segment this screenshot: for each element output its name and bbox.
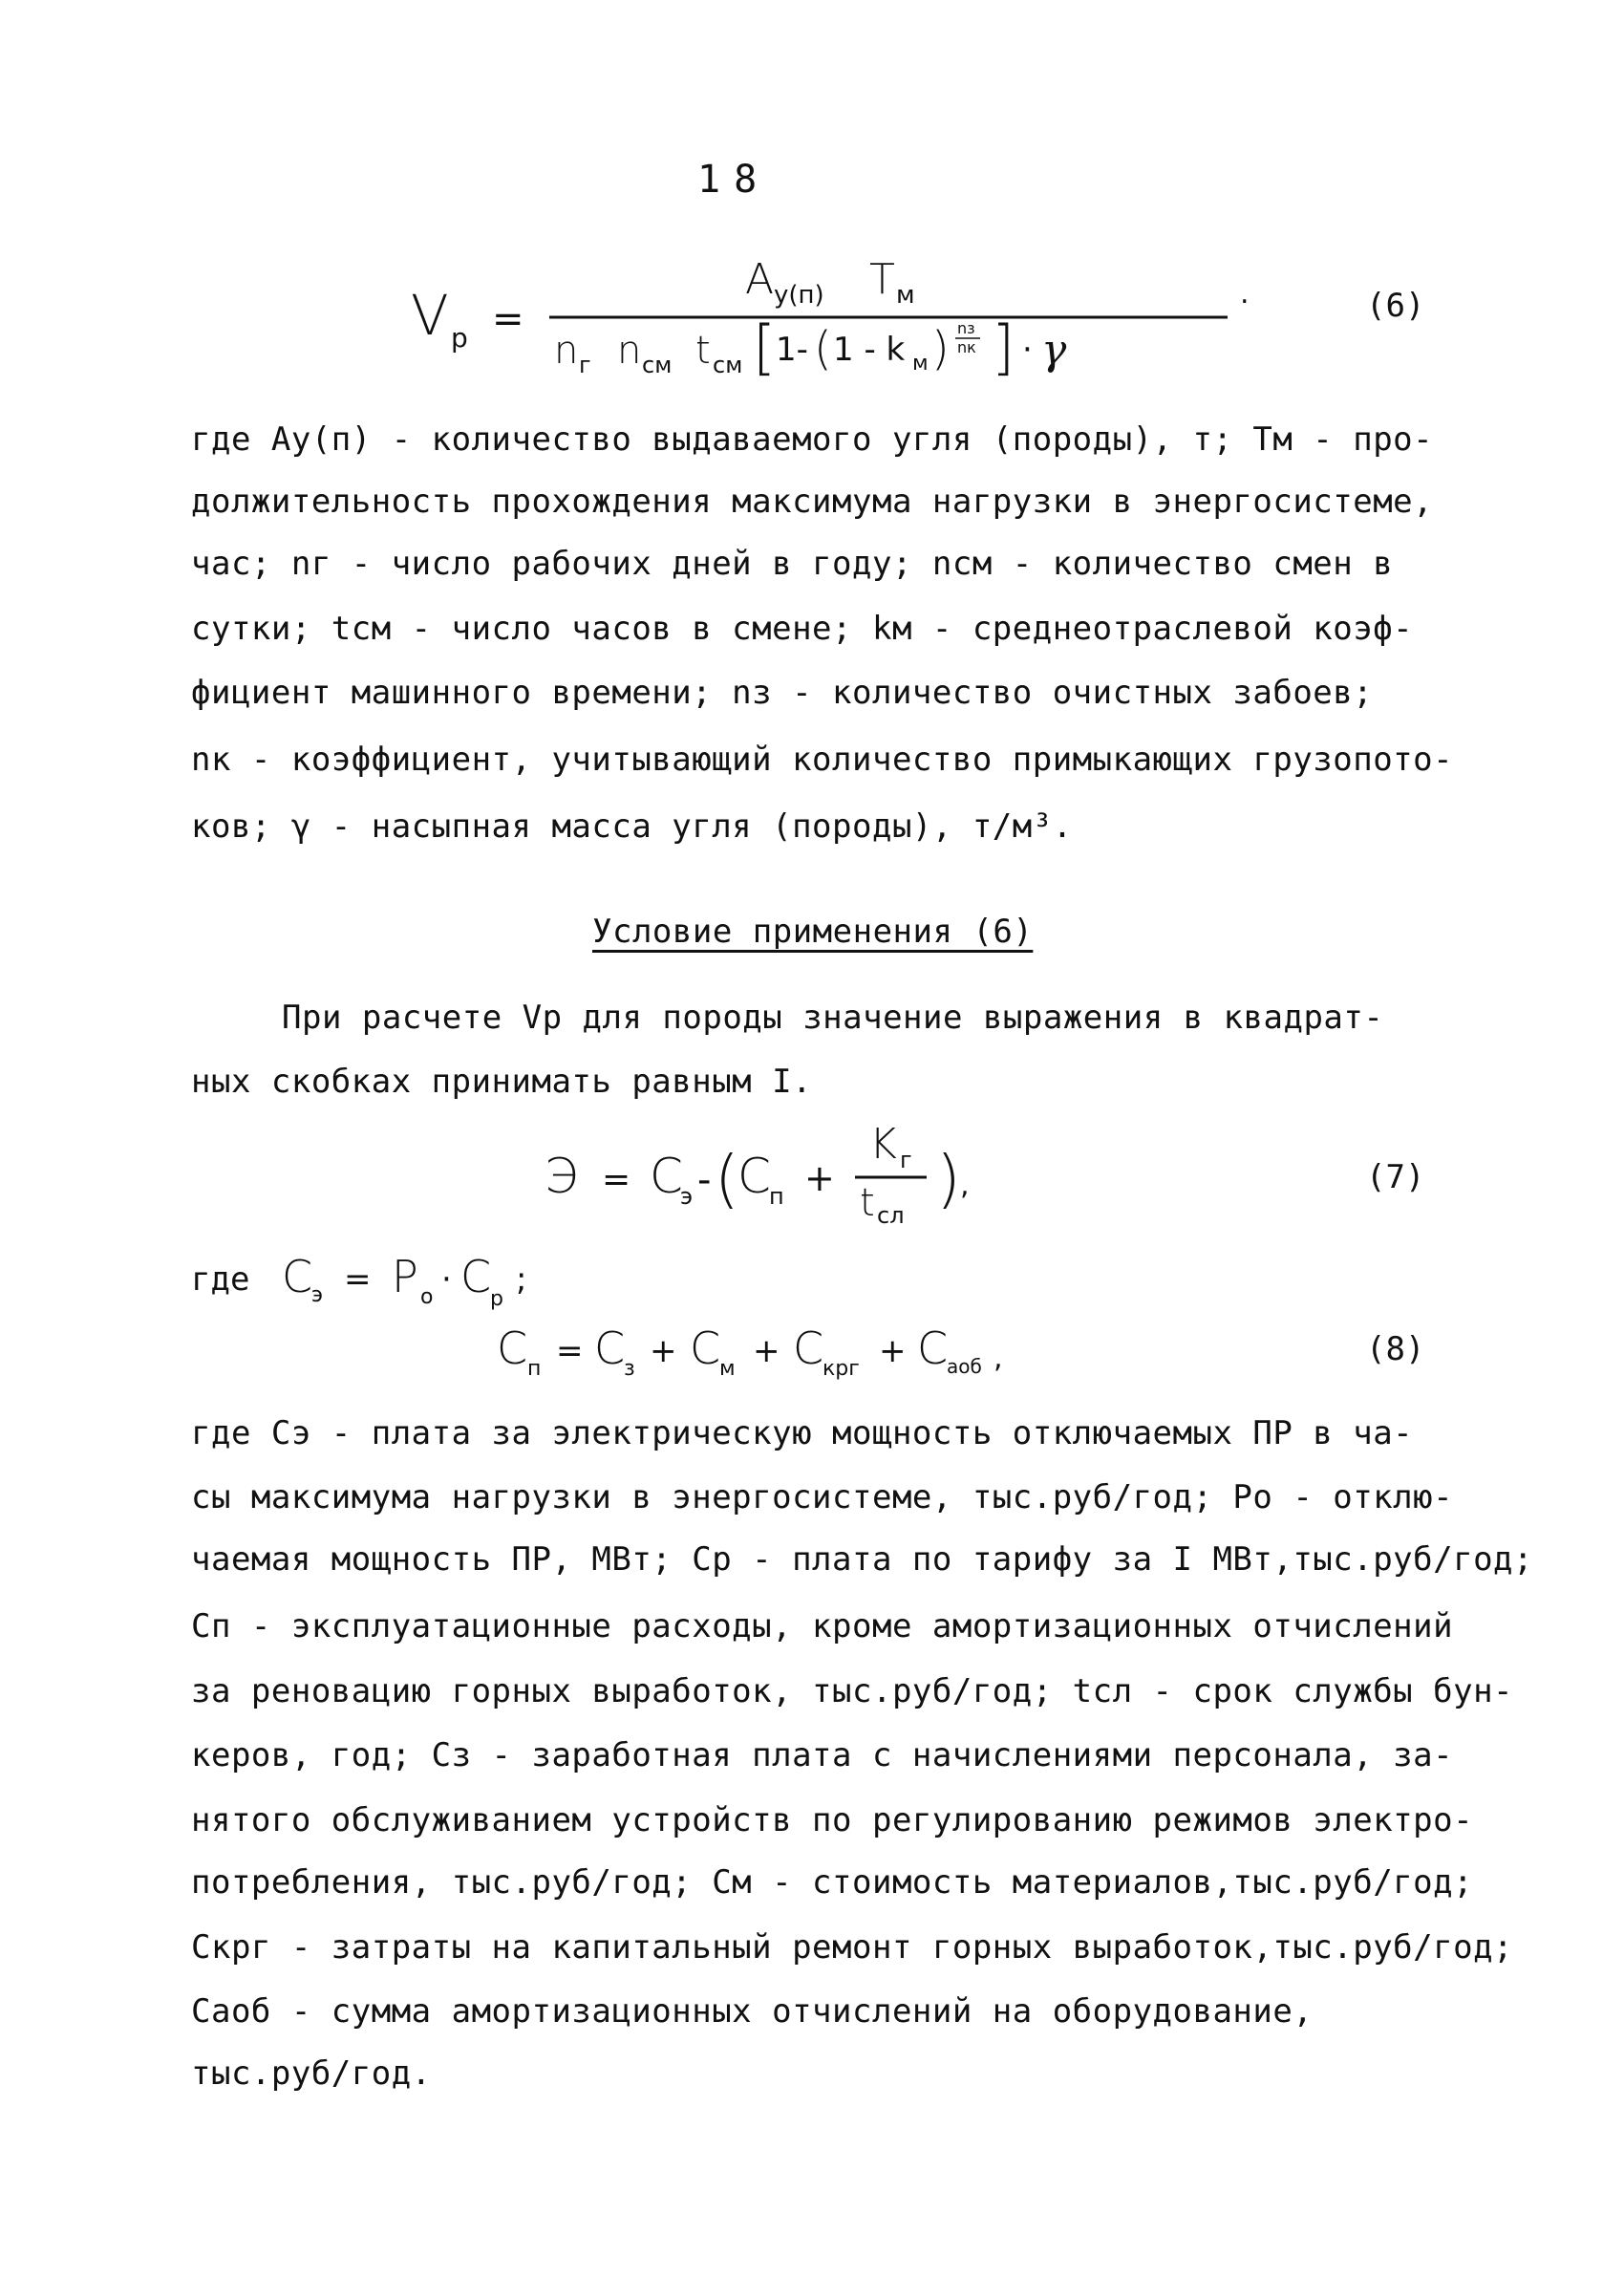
svg-text:-: -	[697, 1158, 712, 1202]
svg-text:K: K	[869, 1120, 897, 1169]
svg-text:п: п	[769, 1183, 784, 1210]
svg-text:C: C	[737, 1149, 771, 1204]
svg-text:]: ]	[992, 312, 1015, 382]
eq6-lhs	[0, 0, 1, 1]
svg-text:м: м	[912, 352, 929, 376]
svg-text:C: C	[690, 1322, 721, 1374]
equation-8-number: (8)	[1366, 1330, 1425, 1368]
svg-text:м: м	[896, 281, 915, 310]
text-line: где Ay(п) - количество выдаваемого угля (породы), т; Tм - про-	[191, 420, 1434, 459]
svg-text:P: P	[392, 1251, 418, 1302]
svg-text:): )	[931, 322, 950, 376]
svg-text:р: р	[451, 322, 468, 354]
equation-8a-graphic	[191, 1242, 669, 1319]
text-line: должительность прохождения максимума нагрузки в энергосистеме,	[191, 483, 1434, 521]
svg-text:nк: nк	[957, 338, 976, 356]
svg-text:C: C	[917, 1322, 949, 1374]
svg-text:п: п	[527, 1357, 542, 1381]
svg-text:где: где	[191, 1260, 250, 1299]
equation-8b-graphic	[487, 1314, 1175, 1390]
text-line: где Cэ - плата за электрическую мощность отключаемых ПР в ча-	[191, 1414, 1414, 1452]
svg-text:о: о	[420, 1285, 434, 1309]
svg-text:·: ·	[1022, 331, 1033, 369]
svg-text:+: +	[804, 1157, 835, 1199]
svg-text:,: ,	[960, 1169, 970, 1202]
svg-text:;: ;	[516, 1260, 527, 1299]
svg-text:(: (	[814, 322, 832, 376]
text-line: nк - коэффициент, учитывающий количество примыкающих грузопото-	[191, 741, 1454, 779]
svg-text:.: .	[1240, 277, 1250, 311]
svg-text:γ: γ	[1041, 326, 1067, 375]
svg-text:аоб: аоб	[947, 1355, 982, 1378]
svg-text:э: э	[311, 1283, 324, 1307]
svg-text:+: +	[879, 1332, 907, 1370]
equation-7-graphic	[535, 1108, 1108, 1233]
equation-7-number: (7)	[1366, 1158, 1425, 1196]
text-line: керов, год; Cз - заработная плата с начислениями персонала, за-	[191, 1736, 1454, 1774]
svg-text:C: C	[650, 1149, 683, 1204]
text-line: Cкрг - затраты на капитальный ремонт горных выработок,тыс.руб/год;	[191, 1928, 1514, 1967]
svg-text:n: n	[617, 329, 642, 373]
svg-text:=: =	[344, 1260, 372, 1299]
svg-text:t: t	[695, 329, 711, 373]
equation-6-graphic	[392, 244, 1251, 397]
svg-text:у(п): у(п)	[774, 281, 824, 310]
text-line: за реновацию горных выработок, тыс.руб/год; tсл - срок службы бун-	[191, 1672, 1514, 1710]
text-line: тыс.руб/год.	[191, 2054, 432, 2093]
equation-text-bindings	[0, 0, 1, 1]
svg-text:C: C	[497, 1322, 528, 1374]
text-line: чаемая мощность ПР, МВт; Cр - плата по тарифу за I МВт,тыс.руб/год;	[191, 1540, 1533, 1579]
svg-text:T: T	[869, 255, 895, 304]
svg-text:1-: 1-	[776, 331, 808, 369]
text-line: При расчете Vр для породы значение выражения в квадрат-	[282, 999, 1384, 1037]
svg-text:+: +	[753, 1332, 780, 1370]
text-line: ных скобках принимать равным I.	[191, 1063, 813, 1101]
svg-text:г: г	[900, 1147, 912, 1173]
svg-text:n: n	[554, 329, 579, 373]
text-line: ков; γ - насыпная масса угля (породы), т/м³.	[191, 807, 1073, 846]
svg-text:(: (	[715, 1142, 739, 1215]
svg-text:крг: крг	[823, 1357, 860, 1381]
svg-text:=: =	[492, 297, 524, 341]
svg-text:Э: Э	[545, 1149, 578, 1204]
svg-text:[: [	[753, 312, 777, 382]
svg-text:C: C	[793, 1322, 824, 1374]
svg-text:з: з	[624, 1357, 635, 1381]
svg-text:э: э	[680, 1183, 694, 1210]
text-line: Cаоб - сумма амортизационных отчислений на оборудование,	[191, 1992, 1314, 2031]
page-number: 18	[697, 158, 771, 202]
svg-text:C: C	[594, 1322, 626, 1374]
text-line: сы максимума нагрузки в энергосистеме, тыс.руб/год; Pо - отклю-	[191, 1478, 1454, 1516]
section-heading: Условие применения (6)	[592, 913, 1034, 951]
svg-text:V: V	[411, 283, 449, 348]
svg-text:+: +	[650, 1332, 677, 1370]
svg-text:,: ,	[994, 1342, 1003, 1375]
svg-text:=: =	[556, 1332, 584, 1370]
svg-text:см: см	[713, 352, 743, 378]
text-line: сутки; tсм - число часов в смене; kм - среднеотраслевой коэф-	[191, 610, 1414, 648]
svg-text:м: м	[719, 1357, 736, 1381]
svg-text:C: C	[282, 1251, 313, 1302]
svg-text:C: C	[460, 1251, 492, 1302]
svg-text:=: =	[602, 1160, 631, 1199]
text-line: час; nг - число рабочих дней в году; nсм - количество смен в	[191, 545, 1394, 583]
svg-text:сл: сл	[877, 1202, 905, 1229]
svg-text:): )	[936, 1142, 961, 1215]
text-line: фициент машинного времени; nз - количество очистных забоев;	[191, 674, 1374, 712]
svg-text:р: р	[490, 1287, 503, 1311]
svg-text:t: t	[860, 1181, 875, 1225]
svg-text:1 - k: 1 - k	[833, 331, 906, 369]
text-line: потребления, тыс.руб/год; Cм - стоимость материалов,тыс.руб/год;	[191, 1863, 1474, 1902]
svg-text:·: ·	[441, 1260, 452, 1299]
text-line: Cп - эксплуатационные расходы, кроме амортизационных отчислений	[191, 1607, 1454, 1645]
svg-text:A: A	[745, 255, 775, 304]
equation-6-number: (6)	[1366, 287, 1425, 325]
svg-text:г: г	[579, 352, 591, 378]
text-line: нятого обслуживанием устройств по регулированию режимов электро-	[191, 1801, 1474, 1839]
svg-text:см: см	[642, 352, 673, 378]
svg-text:nз: nз	[957, 319, 975, 337]
